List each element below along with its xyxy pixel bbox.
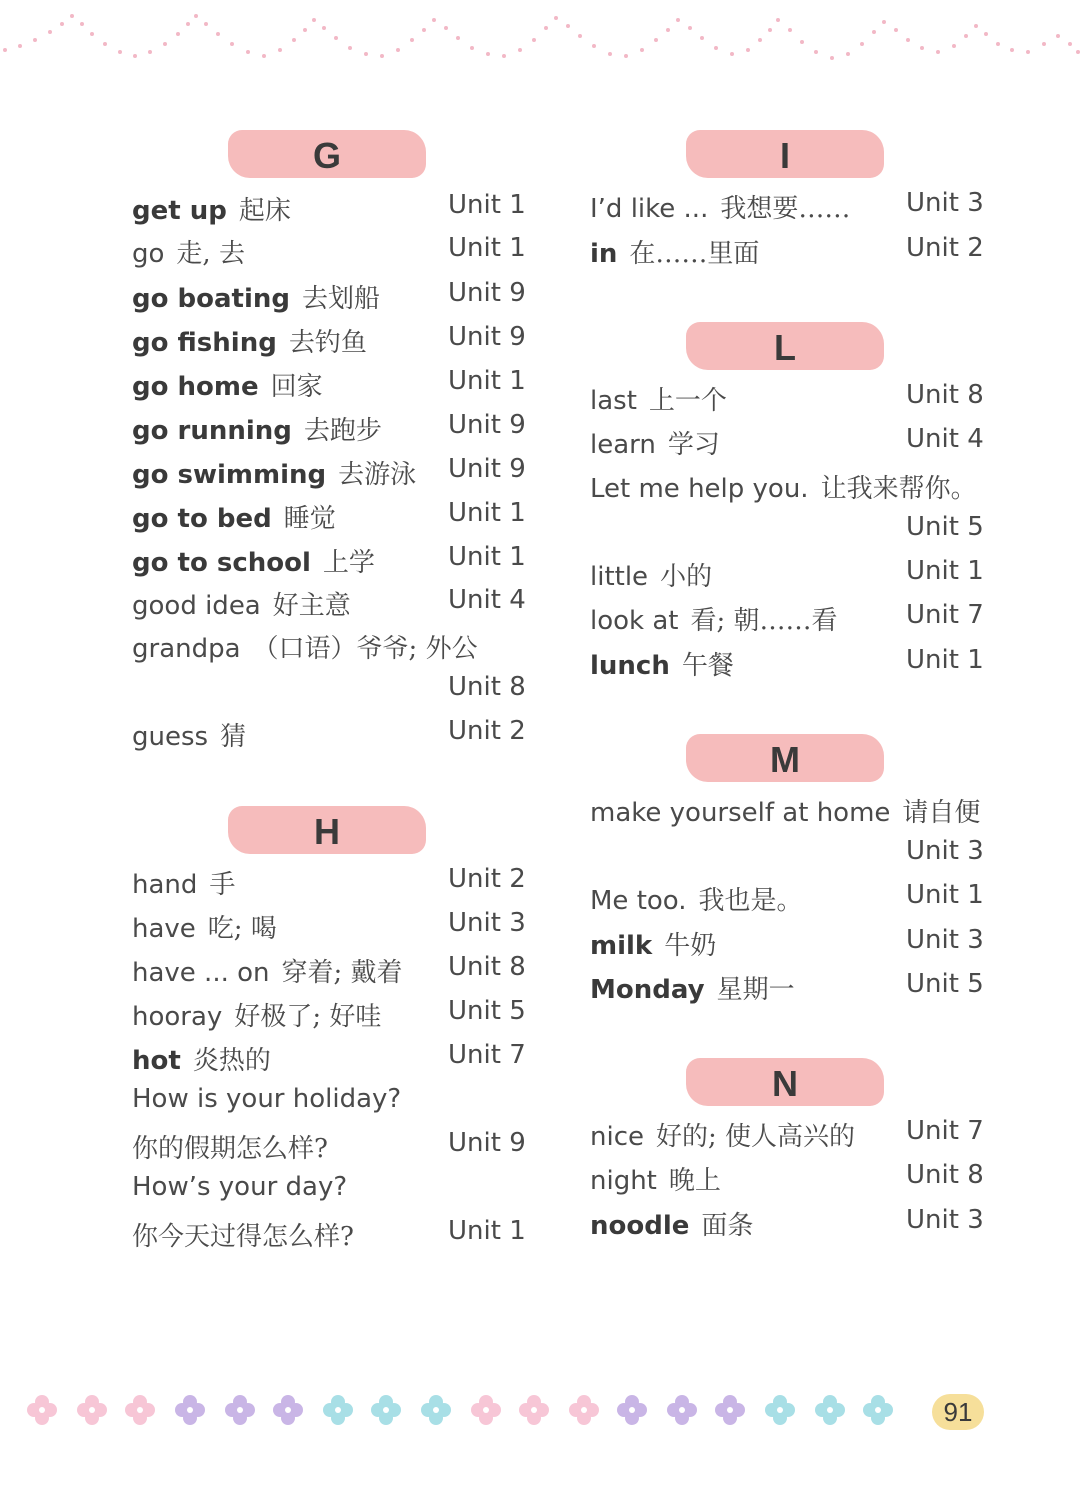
entry-word: make yourself at home — [590, 798, 891, 828]
entry-meaning: 吃; 喝 — [207, 914, 277, 944]
entry-meaning: 让我来帮你。 — [820, 474, 977, 504]
entry-meaning: 请自便 — [902, 798, 981, 828]
letter-tag-i: I — [686, 130, 884, 178]
entry-word: I’d like ... — [590, 194, 709, 224]
glossary-entry — [590, 969, 795, 1006]
glossary-entry — [132, 410, 382, 447]
entry-word: get up — [132, 196, 227, 226]
letter-tag-n: N — [686, 1058, 884, 1106]
entry-meaning: 学习 — [667, 430, 720, 460]
glossary-entry — [590, 424, 720, 461]
entry-unit: Unit 5 — [448, 996, 526, 1026]
entry-meaning: 去跑步 — [303, 416, 382, 446]
glossary-entry — [132, 278, 380, 315]
entry-word: last — [590, 386, 637, 416]
entry-word: Let me help you. — [590, 474, 809, 504]
entry-meaning: 我也是。 — [698, 886, 803, 916]
entry-word: hot — [132, 1046, 181, 1076]
glossary-entry — [132, 996, 381, 1033]
glossary-entry — [590, 468, 977, 505]
entry-word: guess — [132, 722, 209, 752]
entry-unit: Unit 2 — [906, 233, 984, 263]
entry-unit: Unit 9 — [448, 1128, 526, 1158]
entry-unit: Unit 8 — [906, 1160, 984, 1190]
glossary-entry — [132, 498, 336, 535]
entry-unit: Unit 1 — [906, 556, 984, 586]
glossary-entry — [132, 454, 416, 491]
entry-word: have — [132, 914, 196, 944]
glossary-entry — [132, 542, 375, 579]
entry-word: hand — [132, 870, 198, 900]
glossary-entry — [132, 1084, 401, 1114]
glossary-entry — [132, 716, 246, 753]
entry-unit: Unit 9 — [448, 454, 526, 484]
entry-unit: Unit 7 — [906, 1116, 984, 1146]
entry-word: go to bed — [132, 504, 272, 534]
letter-tag-l: L — [686, 322, 884, 370]
entry-word: go swimming — [132, 460, 327, 490]
bottom-flower-border — [0, 1380, 1082, 1440]
glossary-entry — [590, 925, 716, 962]
glossary-entry — [132, 1040, 271, 1077]
entry-unit: Unit 1 — [448, 498, 526, 528]
entry-word: in — [590, 239, 618, 269]
entry-meaning: 穿着; 戴着 — [281, 958, 403, 988]
glossary-entry — [590, 380, 727, 417]
entry-unit: Unit 3 — [906, 188, 984, 218]
entry-meaning: 你今天过得怎么样? — [132, 1222, 354, 1252]
glossary-entry — [132, 322, 367, 359]
letter-tag-m: M — [686, 734, 884, 782]
entry-word: good idea — [132, 591, 261, 621]
entry-meaning: 走, 去 — [176, 239, 245, 269]
entry-unit: Unit 9 — [448, 322, 526, 352]
glossary-entry — [590, 792, 980, 829]
entry-unit: Unit 8 — [448, 672, 526, 702]
glossary-entry — [132, 628, 478, 665]
entry-meaning: 回家 — [270, 372, 323, 402]
glossary-entry — [590, 233, 759, 270]
glossary-entry — [132, 366, 323, 403]
glossary-entry — [132, 585, 351, 622]
entry-meaning: （口语）爷爷; 外公 — [252, 634, 478, 664]
glossary-entry — [132, 1172, 347, 1202]
entry-meaning: 好极了; 好哇 — [234, 1002, 382, 1032]
entry-unit: Unit 7 — [448, 1040, 526, 1070]
entry-meaning: 去钓鱼 — [288, 328, 367, 358]
entry-word: nice — [590, 1122, 644, 1152]
entry-meaning: 上学 — [322, 548, 375, 578]
glossary-entry — [590, 1160, 721, 1197]
entry-meaning: 去游泳 — [338, 460, 417, 490]
entry-word: grandpa — [132, 634, 241, 664]
glossary-entry — [132, 908, 277, 945]
entry-word: go running — [132, 416, 292, 446]
glossary-entry — [590, 600, 838, 637]
entry-unit: Unit 1 — [448, 366, 526, 396]
entry-meaning: 看; 朝……看 — [690, 606, 838, 636]
entry-unit: Unit 7 — [906, 600, 984, 630]
entry-word: learn — [590, 430, 656, 460]
entry-meaning: 在……里面 — [629, 239, 760, 269]
letter-tag-g: G — [228, 130, 426, 178]
entry-meaning: 你的假期怎么样? — [132, 1134, 328, 1164]
entry-unit: Unit 5 — [906, 969, 984, 999]
entry-word: have ... on — [132, 958, 270, 988]
entry-unit: Unit 1 — [448, 542, 526, 572]
glossary-entry — [132, 864, 235, 901]
entry-meaning: 面条 — [701, 1211, 754, 1241]
entry-meaning: 上一个 — [648, 386, 727, 416]
entry-unit: Unit 3 — [906, 925, 984, 955]
entry-word: go fishing — [132, 328, 277, 358]
entry-meaning: 我想要…… — [720, 194, 851, 224]
entry-meaning: 好主意 — [272, 591, 351, 621]
glossary-entry — [132, 190, 291, 227]
entry-word: go to school — [132, 548, 311, 578]
entry-word: go home — [132, 372, 259, 402]
entry-unit: Unit 3 — [906, 836, 984, 866]
entry-word: lunch — [590, 651, 670, 681]
glossary-entry — [590, 880, 803, 917]
glossary-entry — [590, 556, 712, 593]
entry-unit: Unit 3 — [448, 908, 526, 938]
entry-word: Monday — [590, 975, 705, 1005]
glossary-entry — [132, 952, 403, 989]
entry-unit: Unit 1 — [448, 1216, 526, 1246]
page-number-badge: 91 — [932, 1394, 984, 1430]
entry-word: hooray — [132, 1002, 223, 1032]
entry-word: noodle — [590, 1211, 690, 1241]
entry-unit: Unit 8 — [448, 952, 526, 982]
entry-meaning: 手 — [209, 870, 236, 900]
entry-word: Me too. — [590, 886, 687, 916]
entry-word: How is your holiday? — [132, 1084, 402, 1114]
glossary-entry — [590, 1205, 753, 1242]
glossary-entry-meaning-line — [132, 1216, 354, 1253]
entry-word: go boating — [132, 284, 291, 314]
entry-unit: Unit 3 — [906, 1205, 984, 1235]
entry-word: look at — [590, 606, 679, 636]
entry-meaning: 牛奶 — [664, 931, 717, 961]
entry-meaning: 星期一 — [716, 975, 795, 1005]
entry-unit: Unit 9 — [448, 278, 526, 308]
glossary-entry-meaning-line — [132, 1128, 328, 1165]
glossary-entry — [590, 188, 850, 225]
entry-meaning: 去划船 — [302, 284, 381, 314]
entry-unit: Unit 2 — [448, 716, 526, 746]
entry-word: little — [590, 562, 649, 592]
entry-meaning: 睡觉 — [283, 504, 336, 534]
entry-unit: Unit 4 — [906, 424, 984, 454]
glossary-entry — [590, 645, 734, 682]
entry-meaning: 午餐 — [681, 651, 734, 681]
entry-meaning: 炎热的 — [192, 1046, 271, 1076]
entry-word: night — [590, 1166, 657, 1196]
entry-unit: Unit 1 — [448, 233, 526, 263]
entry-word: milk — [590, 931, 653, 961]
glossary-entry — [590, 1116, 855, 1153]
entry-unit: Unit 1 — [906, 880, 984, 910]
entry-unit: Unit 9 — [448, 410, 526, 440]
entry-meaning: 起床 — [238, 196, 291, 226]
entry-meaning: 猜 — [220, 722, 247, 752]
entry-word: go — [132, 239, 165, 269]
entry-unit: Unit 1 — [906, 645, 984, 675]
entry-meaning: 晚上 — [668, 1166, 721, 1196]
top-dotted-garland — [0, 0, 1082, 80]
glossary-entry — [132, 233, 245, 270]
entry-unit: Unit 1 — [448, 190, 526, 220]
entry-meaning: 小的 — [660, 562, 713, 592]
entry-unit: Unit 8 — [906, 380, 984, 410]
entry-word: How’s your day? — [132, 1172, 348, 1202]
entry-unit: Unit 4 — [448, 585, 526, 615]
entry-unit: Unit 2 — [448, 864, 526, 894]
letter-tag-h: H — [228, 806, 426, 854]
entry-unit: Unit 5 — [906, 512, 984, 542]
entry-meaning: 好的; 使人高兴的 — [656, 1122, 856, 1152]
